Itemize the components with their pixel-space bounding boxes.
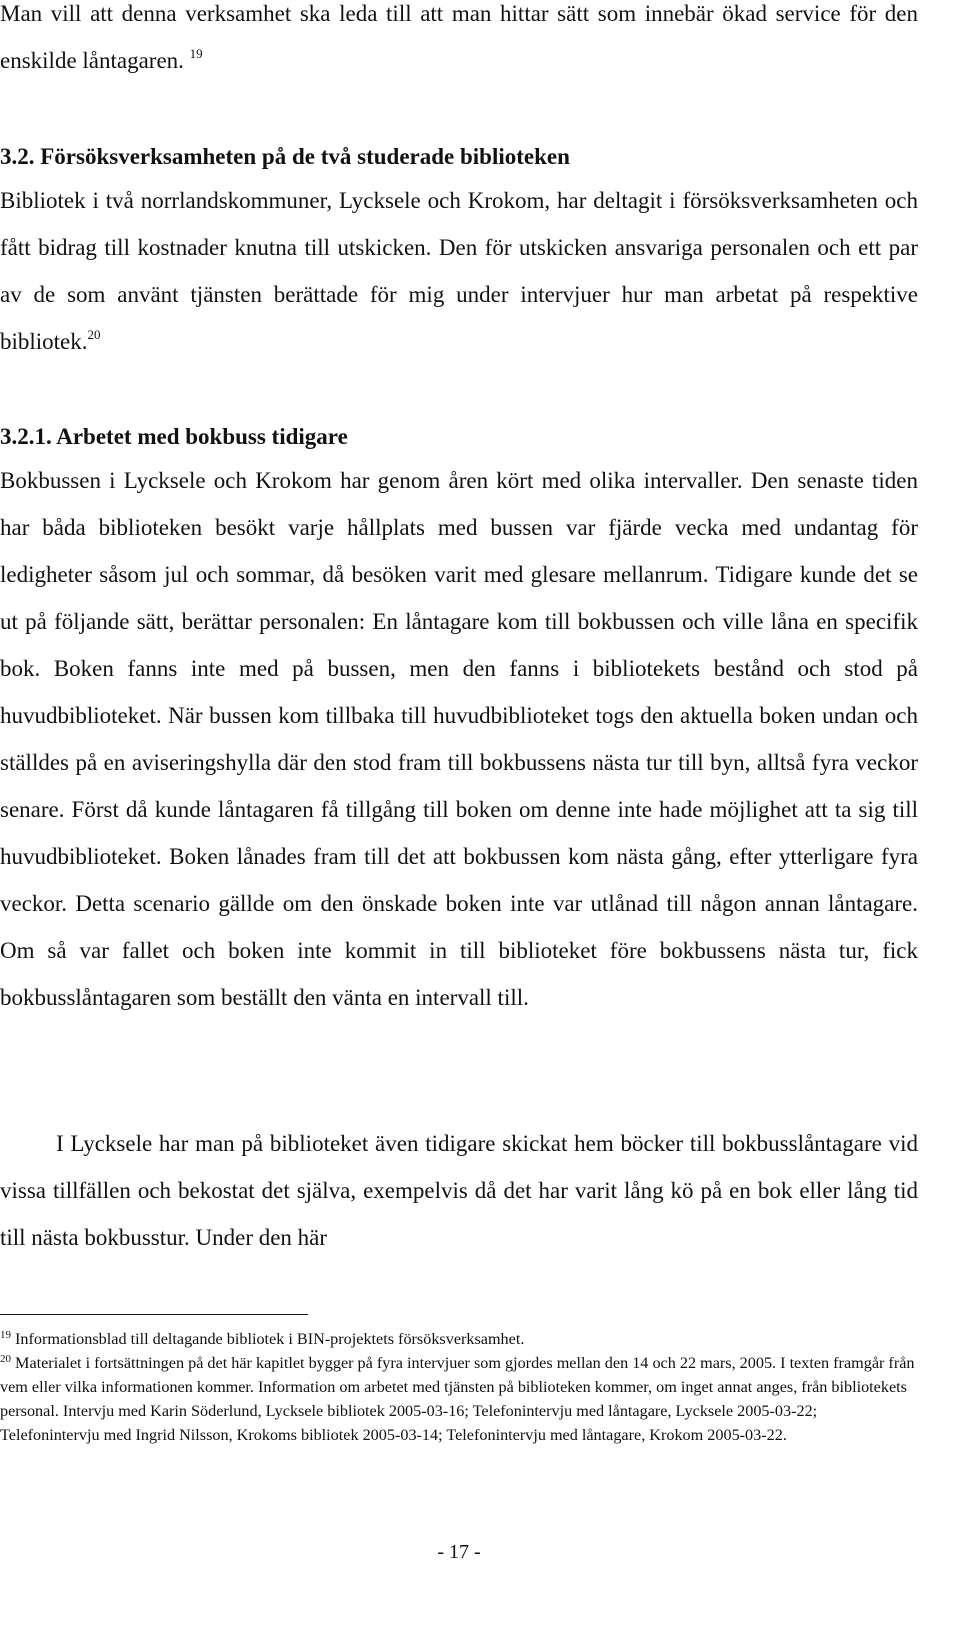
- footnote-number: 19: [0, 1329, 11, 1341]
- page-number: - 17 -: [437, 1541, 481, 1563]
- section-3-2-paragraph: [0, 177, 918, 365]
- footnote-text: Materialet i fortsättningen på det här kapitlet bygger på fyra intervjuer som gjordes mellan den 14 och 22 mars, 2005. I texten framgår från vem eller vilka informationen kommer. Information om arbetet med tjänsten på biblioteken kommer, om inget annat anges, från bibliotekets personal. Intervju med Karin Söderlund, Lycksele bibliotek 2005-03-16; Telefonintervju med låntagare, Lycksele 2005-03-22; Telefonintervju med Ingrid Nilsson, Krokoms bibliotek 2005-03-14; Telefonintervju med låntagare, Krokom 2005-03-22.: [0, 1354, 915, 1444]
- section-3-2-text: Bibliotek i två norrlandskommuner, Lycksele och Krokom, har deltagit i försöksverksamheten och fått bidrag till kostnader knutna till utskicken. Den för utskicken ansvariga personalen och ett par av de som använt tjänsten berättade för mig under intervjuer hur man arbetat på respektive bibliotek.: [0, 188, 918, 354]
- footnote-text: Informationsblad till deltagande bibliotek i BIN-projektets försöksverksamhet.: [15, 1330, 525, 1348]
- footnote-19: [0, 1327, 918, 1351]
- footnote-20: [0, 1351, 918, 1447]
- section-3-2-1-paragraph-2: I Lycksele har man på biblioteket även tidigare skickat hem böcker till bokbusslåntagare vid vissa tillfällen och bekostat det själva, exempelvis då det har varit lång kö på en bok eller lång tid till nästa bokbusstur. Under den här: [0, 1131, 918, 1250]
- footnote-ref-20[interactable]: 20: [87, 327, 101, 342]
- section-3-2-1-paragraph-1: Bokbussen i Lycksele och Krokom har genom åren kört med olika intervaller. Den senaste tiden har båda biblioteken besökt varje hållplats med bussen var fjärde vecka med undantag för ledigheter såsom jul och sommar, då besöken varit med glesare mellanrum. Tidigare kunde det se ut på följande sätt, berättar personalen: En låntagare kom till bokbussen och ville låna en specifik bok. Boken fanns inte med på bussen, men den fanns i bibliotekets bestånd och stod på huvudbiblioteket. När bussen kom tillbaka till huvudbiblioteket togs den aktuella boken undan och ställdes på en aviseringshylla där den stod fram till bokbussens nästa tur till byn, alltså fyra veckor senare. Först då kunde låntagaren få tillgång till boken om denne inte hade möjlighet att ta sig till huvudbiblioteket. Boken lånades fram till det att bokbussen kom nästa gång, efter ytterligare fyra veckor. Detta scenario gällde om den önskade boken inte var utlånad till någon annan låntagare. Om så var fallet och boken inte kommit in till biblioteket före bokbussens nästa tur, fick bokbusslåntagaren som beställt den vänta en intervall till.: [0, 468, 918, 1010]
- footnote-number: 20: [0, 1353, 11, 1365]
- footnote-divider: [0, 1314, 308, 1315]
- intro-paragraph: [0, 0, 918, 84]
- section-heading-3-2-1: 3.2.1. Arbetet med bokbuss tidigare: [0, 424, 348, 449]
- footnotes: [0, 1327, 918, 1447]
- section-heading-3-2: 3.2. Försöksverksamheten på de två studerade biblioteken: [0, 144, 570, 169]
- intro-text: Man vill att denna verksamhet ska leda till att man hittar sätt som innebär ökad service för den enskilde låntagaren.: [0, 1, 918, 73]
- footnote-ref-19[interactable]: 19: [189, 46, 203, 61]
